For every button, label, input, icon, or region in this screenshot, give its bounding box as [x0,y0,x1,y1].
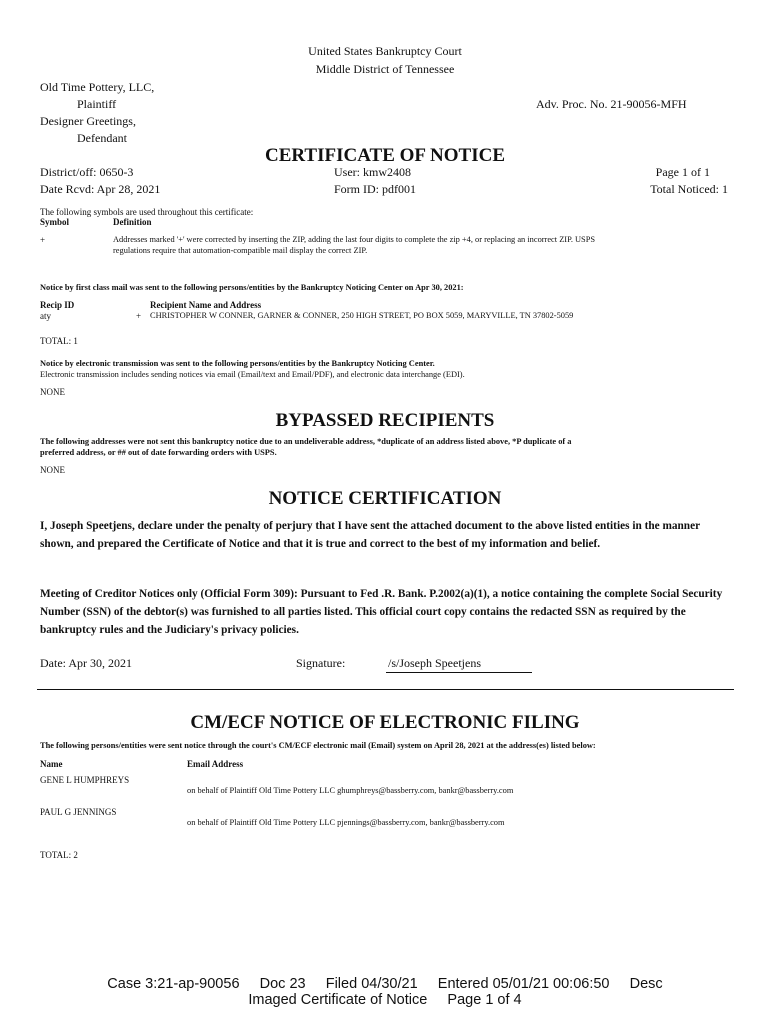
table-row-email: on behalf of Plaintiff Old Time Pottery LLC pjennings@bassberry.com, bankr@bassberry.com [187,818,505,827]
table-row-name: GENE L HUMPHREYS [40,775,130,785]
court-name: United States Bankruptcy Court [308,44,462,58]
symbols-intro: The following symbols are used throughout this certificate: [40,207,254,217]
table-row-email: on behalf of Plaintiff Old Time Pottery LLC ghumphreys@bassberry.com, bankr@bassberry.com [187,786,514,795]
signature-label: Signature: [296,656,346,670]
symbol-plus: + [40,235,46,245]
page-count: Page 1 of 1 [655,165,710,179]
certification-date: Date: Apr 30, 2021 [40,656,132,670]
form-id: Form ID: pdf001 [334,182,416,196]
symbol-definition-line1: Addresses marked '+' were corrected by inserting the ZIP, adding the last four digits to complete the zip +4, or replacing an incorrect ZIP. USPS [113,235,596,244]
user-id: User: kmw2408 [334,165,411,179]
recipient-mark: + [136,311,142,321]
court-district: Middle District of Tennessee [315,62,455,76]
table-row-name: PAUL G JENNINGS [40,807,117,817]
electronic-subheading: Electronic transmission includes sending notices via email (Email/text and Email/PDF), and electronic data interchange (EDI). [40,370,465,379]
electronic-none: NONE [40,387,65,397]
cmecf-title: CM/ECF NOTICE OF ELECTRONIC FILING [190,712,580,733]
defendant-role: Defendant [77,131,127,145]
footer-case-line: Case 3:21-ap-90056 Doc 23 Filed 04/30/21 Entered 05/01/21 00:06:50 Desc [107,976,663,992]
signature-value: /s/Joseph Speetjens [388,656,481,670]
certification-title: NOTICE CERTIFICATION [268,488,502,509]
certification-ssn-notice: Meeting of Creditor Notices only (Official Form 309): Pursuant to Fed .R. Bank. P.2002(a)(1), a notice containing the complete Social Security Number (SSN) of the debtor(s) was furnished to all parties listed. This official court copy contains the redacted SSN as required by the bankruptcy rules and the Judiciary's privacy policies. [40,588,723,636]
bypassed-line1: The following addresses were not sent this bankruptcy notice due to an undeliverable address, *duplicate of an address listed above, *P duplicate of a [40,437,572,446]
cmecf-col-name: Name [40,759,63,769]
cmecf-total: TOTAL: 2 [40,850,78,860]
col-recipient-name: Recipient Name and Address [150,300,262,310]
col-recip-id: Recip ID [40,300,75,310]
plaintiff-name: Old Time Pottery, LLC, [40,80,155,94]
date-received: Date Rcvd: Apr 28, 2021 [40,182,161,196]
symbol-definition-line2: regulations require that automation-compatible mail display the correct ZIP. [113,246,368,255]
district-off: District/off: 0650-3 [40,165,134,179]
cmecf-intro: The following persons/entities were sent notice through the court's CM/ECF electronic mail (Email) system on April 28, 2021 at the address(es) listed below: [40,741,596,750]
electronic-heading: Notice by electronic transmission was sent to the following persons/entities by the Bankruptcy Noticing Center. [40,359,435,368]
recipient-id: aty [40,311,51,321]
certification-declaration: I, Joseph Speetjens, declare under the penalty of perjury that I have sent the attached document to the above listed entities in the manner shown, and prepared the Certificate of Notice and that it is true and correct to the best of my information and belief. [40,520,700,550]
bypassed-title: BYPASSED RECIPIENTS [275,410,495,431]
symbols-col-definition: Definition [113,217,152,227]
bypassed-none: NONE [40,465,65,475]
page-title: CERTIFICATE OF NOTICE [264,145,506,166]
bypassed-line2: preferred address, or ## out of date forwarding orders with USPS. [40,448,277,457]
first-class-total: TOTAL: 1 [40,336,78,346]
signature-line [386,672,532,673]
first-class-heading: Notice by first class mail was sent to the following persons/entities by the Bankruptcy Noticing Center on Apr 30, 2021: [40,283,464,292]
footer-page-line: Imaged Certificate of Notice Page 1 of 4 [248,992,522,1008]
cmecf-col-email: Email Address [187,759,244,769]
total-noticed: Total Noticed: 1 [650,182,728,196]
case-number: Adv. Proc. No. 21-90056-MFH [536,97,687,111]
recipient-name-address: CHRISTOPHER W CONNER, GARNER & CONNER, 250 HIGH STREET, PO BOX 5059, MARYVILLE, TN 37802-5059 [150,311,574,320]
plaintiff-role: Plaintiff [77,97,117,111]
section-divider [37,689,734,690]
symbols-col-symbol: Symbol [40,217,70,227]
defendant-name: Designer Greetings, [40,114,136,128]
